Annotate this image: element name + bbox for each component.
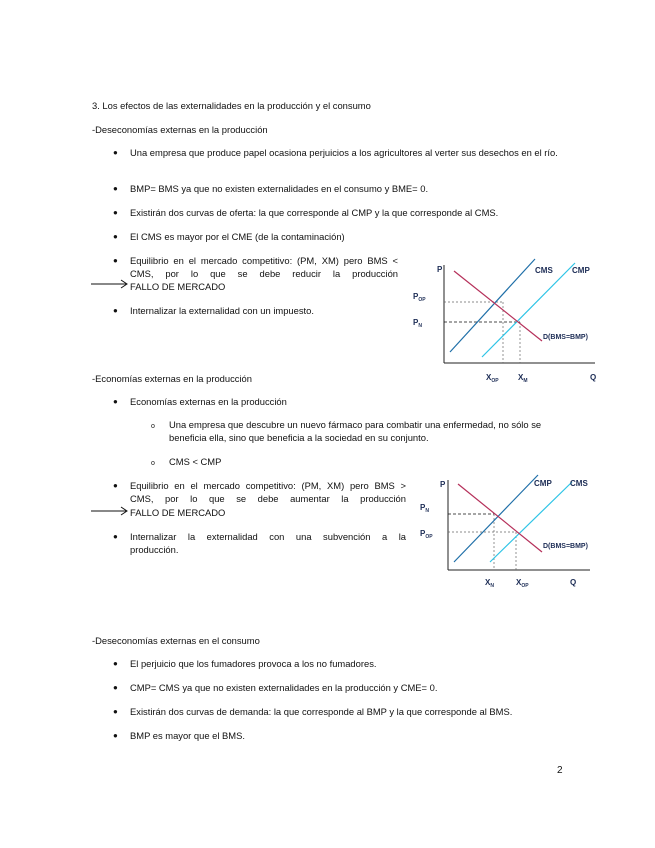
arrow-right-icon [91, 505, 129, 517]
s2-sub-bullet-2: CMS < CMP [169, 456, 222, 467]
graph-deseconomias-produccion [400, 255, 600, 390]
cmp-label: CMP [534, 479, 552, 488]
demand-curve [454, 271, 542, 341]
price-high-label: $P_N$ [420, 503, 429, 514]
s3-bullet-4: BMP es mayor que el BMS. [130, 730, 245, 741]
s1-bullet-1: Una empresa que produce papel ocasiona perjuicios a los agricultores al verter sus desechos en el río. [130, 147, 558, 158]
page-number: 2 [557, 765, 563, 776]
cmp-curve [454, 475, 538, 562]
bullet-icon: ● [113, 208, 118, 217]
bullet-icon: ● [113, 306, 118, 315]
s2-bullet-3-line-2: producción. [130, 544, 179, 555]
demand-curve [458, 484, 542, 552]
bullet-icon: ● [113, 184, 118, 193]
s2-bullet-2-line-1: Equilibrio en el mercado competitivo: (PM, XM) pero BMS > [130, 480, 406, 491]
arrow-right-icon [91, 278, 129, 290]
p-axis-label: P [440, 480, 446, 489]
s1-bullet-3: Existirán dos curvas de oferta: la que corresponde al CMP y la que corresponde al CMS. [130, 207, 499, 218]
s1-bullet-5-line-1: Equilibrio en el mercado competitivo: (PM, XM) pero BMS < [130, 255, 398, 266]
bullet-icon: ● [113, 481, 118, 490]
bullet-icon: ● [113, 232, 118, 241]
s1-bullet-6: Internalizar la externalidad con un impuesto. [130, 305, 314, 316]
cmp-label: CMP [572, 266, 590, 275]
graph-economias-produccion [410, 470, 600, 595]
sub-bullet-icon: o [151, 460, 155, 467]
sub-bullet-icon: o [151, 423, 155, 430]
s1-market-failure: FALLO DE MERCADO [130, 281, 226, 292]
bullet-icon: ● [113, 731, 118, 740]
bullet-icon: ● [113, 659, 118, 668]
bullet-icon: ● [113, 397, 118, 406]
bullet-icon: ● [113, 683, 118, 692]
q-axis-label: Q [590, 373, 597, 382]
p-axis-label: P [437, 265, 443, 274]
s2-sub-bullet-1: Una empresa que descubre un nuevo fármaco para combatir una enfermedad, no sólo se beneficia ella, sino que beneficia a la sociedad en su conjunto. [169, 419, 542, 443]
s3-bullet-2: CMP= CMS ya que no existen externalidades en la producción y CME= 0. [130, 682, 438, 693]
cms-label: CMS [570, 479, 588, 488]
demand-label: D(BMS=BMP) [543, 543, 588, 550]
qty-left-label: $X_N$ [485, 578, 494, 589]
q-axis-label: Q [570, 578, 577, 587]
price-low-label: $P_{OP}$ [420, 529, 433, 540]
s2-bullet-2-line-2: CMS, por lo que se debe aumentar la producción [130, 493, 406, 504]
bullet-icon: ● [113, 532, 118, 541]
qty-left-label: $X_{OP}$ [486, 373, 499, 384]
section-title: 3. Los efectos de las externalidades en la producción y el consumo [92, 100, 371, 111]
bullet-icon: ● [113, 256, 118, 265]
s2-bullet-3-line-1: Internalizar la externalidad con una subvención a la [130, 531, 406, 542]
heading-deseconomias-produccion: -Deseconomías externas en la producción [92, 124, 268, 135]
s3-bullet-3: Existirán dos curvas de demanda: la que corresponde al BMP y la que corresponde al BMS. [130, 706, 513, 717]
cms-label: CMS [535, 266, 553, 275]
s2-bullet-1: Economías externas en la producción [130, 396, 287, 407]
s1-bullet-5-line-2: CMS, por lo que se debe reducir la producción [130, 268, 398, 279]
heading-economias-produccion: -Economías externas en la producción [92, 373, 252, 384]
s1-bullet-4: El CMS es mayor por el CME (de la contaminación) [130, 231, 345, 242]
cmp-curve [482, 263, 575, 357]
cms-curve [450, 259, 535, 352]
price-low-label: $P_N$ [413, 318, 422, 329]
s3-bullet-1: El perjuicio que los fumadores provoca a los no fumadores. [130, 658, 377, 669]
cms-curve [490, 482, 572, 562]
qty-right-label: $X_{OP}$ [516, 578, 529, 589]
demand-label: D(BMS=BMP) [543, 334, 588, 341]
bullet-icon: ● [113, 148, 118, 157]
s2-market-failure: FALLO DE MERCADO [130, 507, 226, 518]
heading-deseconomias-consumo: -Deseconomías externas en el consumo [92, 635, 260, 646]
price-high-label: $P_{OP}$ [413, 292, 426, 303]
qty-right-label: $X_M$ [518, 373, 528, 384]
s1-bullet-2: BMP= BMS ya que no existen externalidades en el consumo y BME= 0. [130, 183, 429, 194]
bullet-icon: ● [113, 707, 118, 716]
